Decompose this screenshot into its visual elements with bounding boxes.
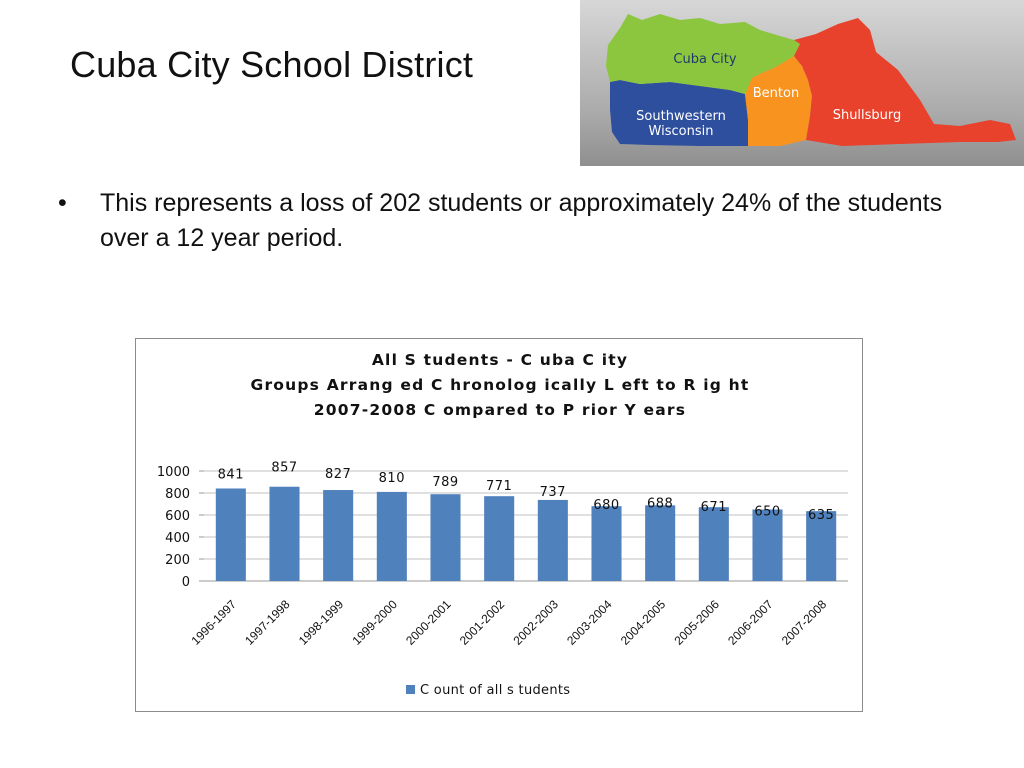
bar-2005-2006: [699, 507, 729, 581]
slide-title: Cuba City School District: [70, 44, 474, 85]
category-label-1997-1998: 1997-1998: [242, 597, 293, 648]
value-label-2000-2001: 789: [432, 475, 459, 491]
chart-title-line-1: All S tudents - C uba C ity: [371, 351, 629, 369]
value-label-2001-2002: 771: [486, 479, 513, 495]
chart-frame: [135, 338, 863, 712]
bar-2001-2002: [484, 496, 514, 581]
category-label-2007-2008: 2007-2008: [778, 597, 830, 648]
category-label-1998-1999: 1998-1999: [295, 597, 347, 648]
chart-title-line-2: Groups Arrang ed C hronolog ically L eft to R ig ht: [250, 376, 750, 394]
district-map-svg: [580, 0, 1024, 166]
district-map-image: [580, 0, 1024, 166]
map-label-southwestern-line1: Southwestern: [636, 109, 726, 124]
value-label-1999-2000: 810: [378, 470, 405, 486]
category-label-2001-2002: 2001-2002: [456, 597, 508, 648]
value-label-1997-1998: 857: [271, 460, 298, 476]
enrollment-bar-chart: [136, 339, 864, 713]
map-region-shullsburg: [794, 18, 1016, 146]
chart-title-line-3: 2007-2008 C ompared to P rior Y ears: [313, 401, 687, 419]
value-label-2005-2006: 671: [700, 500, 727, 516]
bar-1999-2000: [377, 492, 407, 581]
category-label-1996-1997: 1996-1997: [188, 597, 239, 648]
value-label-2006-2007: 650: [754, 504, 781, 520]
legend-swatch: [406, 685, 415, 694]
ytick-label-800: 800: [165, 487, 190, 502]
value-label-2007-2008: 635: [808, 508, 835, 524]
legend-label: C ount of all s tudents: [420, 683, 571, 698]
bar-2006-2007: [752, 510, 782, 582]
category-label-2002-2003: 2002-2003: [510, 597, 561, 648]
map-label-southwestern: [628, 109, 734, 139]
value-label-1998-1999: 827: [325, 467, 352, 483]
bar-2003-2004: [591, 506, 621, 581]
category-label-2003-2004: 2003-2004: [564, 597, 615, 648]
ytick-label-400: 400: [165, 531, 190, 546]
map-label-southwestern-line2: Wisconsin: [648, 124, 714, 139]
category-label-2004-2005: 2004-2005: [617, 597, 669, 648]
ytick-label-200: 200: [165, 553, 190, 568]
bar-2000-2001: [430, 494, 460, 581]
map-label-shullsburg: Shullsburg: [832, 108, 902, 123]
value-label-2004-2005: 688: [647, 496, 674, 512]
bar-1996-1997: [216, 488, 246, 581]
bar-2002-2003: [538, 500, 568, 581]
ytick-label-600: 600: [165, 509, 190, 524]
value-label-2002-2003: 737: [539, 484, 566, 500]
category-label-2005-2006: 2005-2006: [671, 597, 722, 648]
category-label-1999-2000: 1999-2000: [349, 597, 400, 648]
bar-1998-1999: [323, 490, 353, 581]
bullet-marker: •: [58, 189, 67, 217]
category-label-2000-2001: 2000-2001: [403, 597, 454, 648]
map-label-cuba-city: Cuba City: [673, 52, 737, 67]
value-label-2003-2004: 680: [593, 498, 620, 514]
ytick-label-1000: 1000: [156, 465, 190, 480]
bar-2004-2005: [645, 505, 675, 581]
bar-1997-1998: [269, 487, 299, 581]
ytick-label-0: 0: [181, 575, 190, 590]
bullet-text: This represents a loss of 202 students or approximately 24% of the students over a 12 year period.: [100, 189, 943, 252]
value-label-1996-1997: 841: [217, 467, 244, 483]
map-label-benton: Benton: [752, 86, 800, 101]
category-label-2006-2007: 2006-2007: [725, 597, 776, 648]
